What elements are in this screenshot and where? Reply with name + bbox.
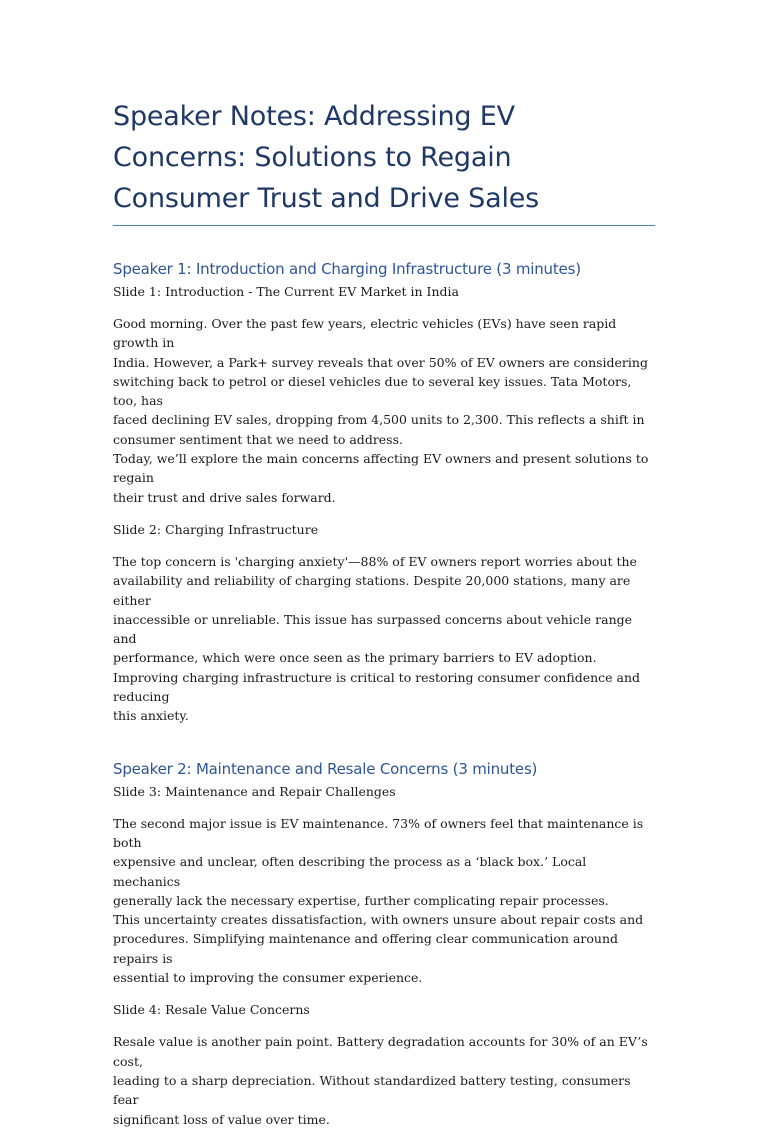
text-line: India. However, a Park+ survey reveals that over 50% of EV owners are considering [113,354,648,370]
title-line: Speaker Notes: Addressing EV [113,101,515,132]
text-line: The top concern is 'charging anxiety'—88% of EV owners report worries about the [113,553,637,569]
document-title [113,96,655,226]
text-line: expensive and unclear, often describing the process as a ‘black box.’ Local mechanics [113,854,587,889]
section-heading-speaker-1: Speaker 1: Introduction and Charging Infrastructure (3 minutes) [113,260,581,278]
text-line: this anxiety. [113,708,189,724]
text-line: The second major issue is EV maintenance. 73% of owners feel that maintenance is both [113,815,644,850]
text-line: availability and reliability of charging stations. Despite 20,000 stations, many are either [113,573,631,608]
text-line: Good morning. Over the past few years, electric vehicles (EVs) have seen rapid growth in [113,316,617,351]
slide-paragraph [113,814,655,988]
text-line: performance, which were once seen as the primary barriers to EV adoption. [113,650,597,666]
text-line: significant loss of value over time. [113,1111,330,1127]
text-line: their trust and drive sales forward. [113,489,336,505]
document-page [113,96,655,1129]
title-line: Concerns: Solutions to Regain [113,142,512,173]
section-heading-speaker-2: Speaker 2: Maintenance and Resale Concerns (3 minutes) [113,759,538,778]
text-line: Resale value is another pain point. Battery degradation accounts for 30% of an EV’s cost, [113,1034,648,1069]
text-line: procedures. Simplifying maintenance and offering clear communication around repairs is [113,931,618,966]
text-line: switching back to petrol or diesel vehicles due to several key issues. Tata Motors, too, has [113,373,632,409]
text-line: inaccessible or unreliable. This issue has surpassed concerns about vehicle range and [113,611,633,647]
slide-title: Slide 3: Maintenance and Repair Challenges [113,783,396,799]
slide-title: Slide 2: Charging Infrastructure [113,521,319,537]
text-line: consumer sentiment that we need to address. [113,431,403,447]
slide-paragraph [113,552,655,726]
text-line: essential to improving the consumer experience. [113,970,423,986]
slide-paragraph [113,314,655,507]
text-line: Improving charging infrastructure is critical to restoring consumer confidence and reducing [113,669,641,705]
title-line: Consumer Trust and Drive Sales [113,183,540,214]
text-line: generally lack the necessary expertise, further complicating repair processes. [113,892,609,908]
text-line: faced declining EV sales, dropping from 4,500 units to 2,300. This reflects a shift in [113,412,645,428]
text-line: This uncertainty creates dissatisfaction, with owners unsure about repair costs and [113,912,644,928]
slide-title: Slide 4: Resale Value Concerns [113,1002,310,1018]
text-line: Today, we’ll explore the main concerns affecting EV owners and present solutions to regain [113,451,649,486]
slide-paragraph [113,1032,655,1128]
text-line: leading to a sharp depreciation. Without standardized battery testing, consumers fear [113,1072,631,1108]
slide-title: Slide 1: Introduction - The Current EV Market in India [113,284,459,299]
